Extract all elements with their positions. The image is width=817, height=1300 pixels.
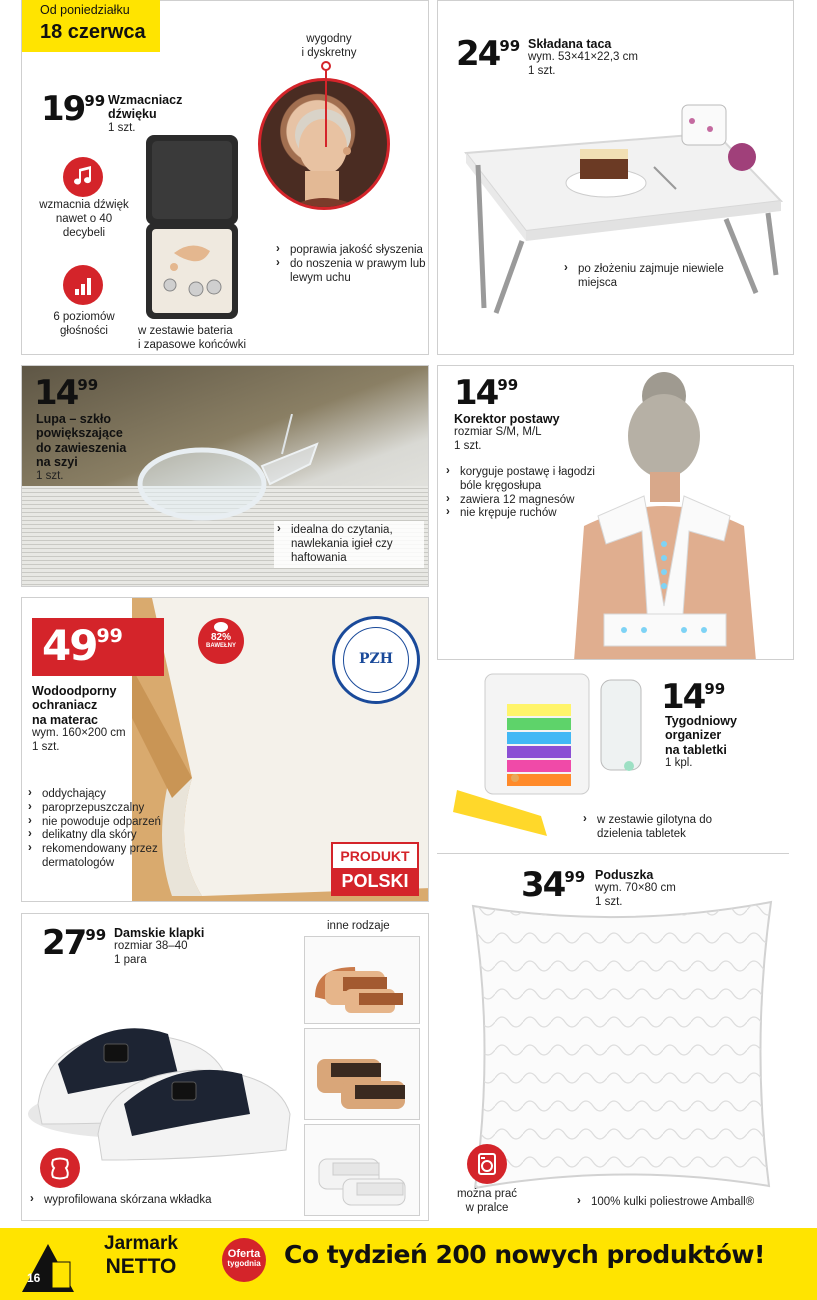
price-pills: 1499 <box>661 677 726 717</box>
price-posture: 1499 <box>454 373 519 413</box>
cotton-text: BAWEŁNY <box>206 643 236 649</box>
product-title: Składana taca <box>528 37 612 51</box>
pill-organizer-image <box>451 666 651 836</box>
bullet-item: › do noszenia w prawym lub lewym uchu <box>276 258 426 286</box>
wash-text: w pralce <box>465 1201 509 1214</box>
product-qty: 1 szt. <box>454 440 482 453</box>
date-tag-line2: 18 czerwca <box>40 21 146 43</box>
product-dims: wym. 53×41×22,3 cm <box>528 51 638 64</box>
page-number-badge <box>22 1244 74 1292</box>
product-title: do zawieszenia <box>36 440 127 455</box>
product-qty: 1 kpl. <box>665 757 693 770</box>
bullet-list <box>30 1194 290 1208</box>
callout-dot <box>321 61 331 71</box>
product-title-2: dźwięku <box>108 107 157 122</box>
product-title: na szyi <box>36 455 78 470</box>
bullet-item: › paroprzepuszczalny <box>28 802 168 816</box>
feature-text: głośności <box>60 324 108 337</box>
product-panel-magnifier <box>21 365 429 587</box>
magnifier-lens-image <box>132 414 322 524</box>
pzh-seal-icon <box>332 616 420 704</box>
product-block-pillow <box>437 856 794 1226</box>
amplifier-case-image <box>144 135 240 321</box>
bullet-item: › poprawia jakość słyszenia <box>276 244 426 258</box>
produkt-polski-badge <box>331 842 419 896</box>
wash-text: można prać <box>456 1188 518 1200</box>
feature-text: nawet o 40 <box>55 212 113 225</box>
bullet-item: › idealna do czytania, nawlekania igieł czy haftowania <box>277 524 421 565</box>
bullet-item: › nie krępuje ruchów <box>446 507 606 521</box>
product-title: Damskie klapki <box>114 926 205 940</box>
callout-text-1: wygodny <box>306 33 352 45</box>
bullet-list <box>274 521 424 568</box>
slogan: Co tydzień 200 nowych produktów! <box>284 1240 765 1269</box>
bullet-list <box>583 814 733 842</box>
woman-photo-circle <box>258 78 390 210</box>
bullet-list <box>276 244 426 285</box>
product-title: ochraniacz <box>32 698 98 713</box>
feature-text: decybeli <box>62 226 106 239</box>
date-tag <box>22 0 160 52</box>
offer-line2: tygodnia <box>227 1259 261 1268</box>
price-tray: 2499 <box>456 34 521 74</box>
date-tag-line1: Od poniedziałku <box>40 3 130 17</box>
bullet-list <box>577 1196 787 1210</box>
variant-brown-slippers <box>304 936 420 1024</box>
product-panel-slippers <box>21 913 429 1221</box>
price-mattress: 4999 <box>42 621 123 670</box>
product-qty: 1 szt. <box>108 121 136 134</box>
product-qty: 1 szt. <box>32 740 60 753</box>
footer-bar <box>0 1228 817 1300</box>
product-title: Poduszka <box>595 868 654 882</box>
bullet-item: › delikatny dla skóry <box>28 829 168 843</box>
product-qty: 1 para <box>114 954 147 967</box>
feature-text: wzmacnia dźwięk <box>39 199 129 211</box>
pillow-image <box>467 896 777 1192</box>
bullet-item: › po złożeniu zajmuje niewiele miejsca <box>564 263 724 291</box>
cotton-badge <box>198 618 244 664</box>
volume-bars-icon <box>63 265 103 305</box>
product-panel-folding-tray <box>437 0 794 355</box>
kit-text: w zestawie bateria <box>138 325 233 337</box>
kit-text: i zapasowe końcówki <box>138 338 247 351</box>
produkt-text: PRODUKT <box>340 848 410 864</box>
price-pillow: 3499 <box>521 865 586 905</box>
feature-text: 6 poziomów <box>53 311 115 323</box>
price-hearing: 1999 <box>41 89 106 129</box>
washing-machine-icon <box>467 1144 507 1184</box>
product-title: na tabletki <box>665 742 727 757</box>
product-dims: wym. 160×200 cm <box>32 727 126 740</box>
bullet-item: › zawiera 12 magnesów <box>446 494 606 508</box>
product-panel-hearing-amplifier <box>21 0 429 355</box>
price-magnifier: 1499 <box>34 373 99 413</box>
leather-icon <box>40 1148 80 1188</box>
product-title: na materac <box>32 712 99 727</box>
bullet-item: › oddychający <box>28 788 168 802</box>
product-title: Wodoodporny <box>32 684 117 698</box>
offer-badge <box>222 1238 266 1282</box>
product-panel-posture-corrector <box>437 365 794 660</box>
product-qty: 1 szt. <box>528 65 556 78</box>
variant-white-slippers <box>304 1124 420 1216</box>
callout-line <box>325 65 327 147</box>
product-size: rozmiar 38–40 <box>114 940 188 953</box>
cotton-pct: 82% <box>210 632 231 643</box>
product-qty: 1 szt. <box>595 896 623 909</box>
bullet-item: › nie powoduje odparzeń <box>28 816 168 830</box>
product-title: Tygodniowy <box>665 714 737 728</box>
brand-line2: NETTO <box>105 1254 177 1278</box>
pzh-text: PZH <box>359 651 393 667</box>
product-title: Lupa – szkło <box>36 412 112 426</box>
price-slippers: 2799 <box>42 923 107 963</box>
product-size: rozmiar S/M, M/L <box>454 426 542 439</box>
product-panel-mattress-protector <box>21 597 429 902</box>
offer-line1: Oferta <box>227 1248 261 1260</box>
bullet-item: › wyprofilowana skórzana wkładka <box>30 1194 290 1208</box>
bullet-list <box>446 466 606 521</box>
bullet-item: › 100% kulki poliestrowe Amball® <box>577 1196 787 1210</box>
bullet-item: › rekomendowany przez dermatologów <box>28 843 168 871</box>
product-dims: wym. 70×80 cm <box>595 882 676 895</box>
music-note-icon <box>63 157 103 197</box>
product-qty: 1 szt. <box>36 469 64 482</box>
variant-dark-slippers <box>304 1028 420 1120</box>
product-title: Korektor postawy <box>454 412 560 426</box>
divider <box>437 853 789 854</box>
bullet-list <box>28 788 168 871</box>
cotton-icon <box>214 622 228 632</box>
product-title: powiększające <box>36 426 123 441</box>
page-number: 16 <box>27 1271 41 1285</box>
other-types-label: inne rodzaje <box>327 920 390 932</box>
callout-text-2: i dyskretny <box>301 46 357 59</box>
product-title-1: Wzmacniacz <box>108 93 183 107</box>
polski-text: POLSKI <box>333 868 417 894</box>
black-slippers-image <box>28 974 298 1174</box>
bullet-list <box>564 263 724 291</box>
bullet-item: › w zestawie gilotyna do dzielenia tabletek <box>583 814 733 842</box>
bullet-item: › koryguje postawę i łagodzi bóle kręgosłupa <box>446 466 606 494</box>
product-title: organizer <box>665 728 722 743</box>
brand-line1: Jarmark <box>104 1233 178 1254</box>
product-block-pill-organizer <box>437 662 794 850</box>
